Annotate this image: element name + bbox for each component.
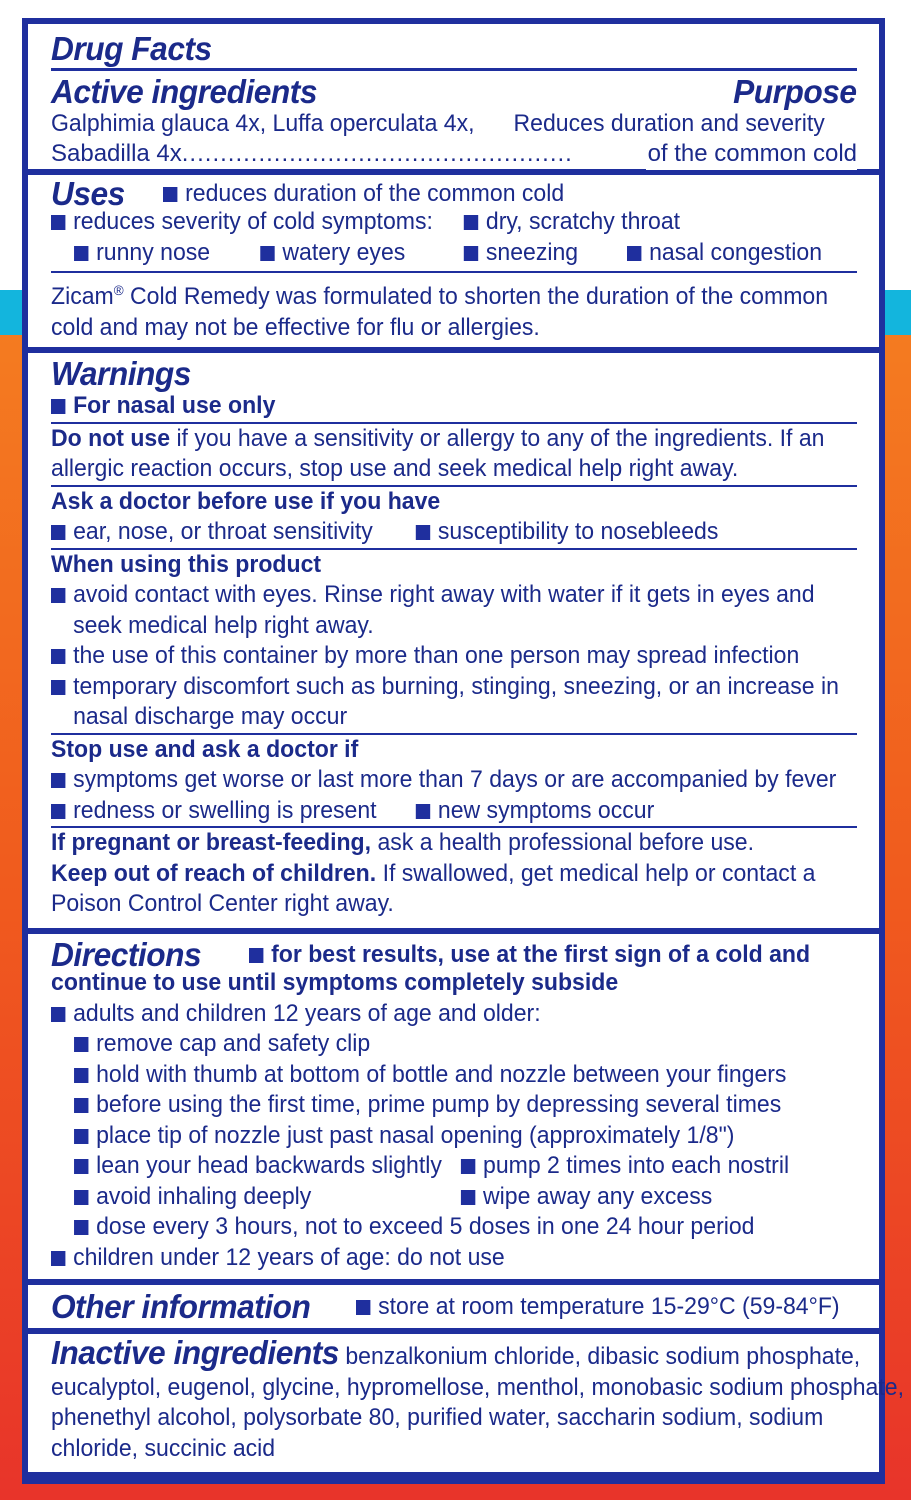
ask-doctor-heading: Ask a doctor before use if you have	[51, 487, 441, 515]
bullet-icon	[51, 588, 65, 603]
uses-item: sneezing	[485, 239, 579, 266]
bullet-icon	[74, 1159, 88, 1174]
do-not-use-label: Do not use	[51, 424, 171, 452]
inactive-ingredients-section	[28, 1334, 904, 1472]
uses-note: cold and may not be effective for flu or allergies.	[51, 313, 540, 341]
bullet-icon	[74, 1129, 88, 1144]
keep-out-text: Poison Control Center right away.	[51, 890, 394, 917]
stop-use-item: symptoms get worse or last more than 7 days or are accompanied by fever	[73, 766, 837, 793]
directions-children: children under 12 years of age: do not use	[73, 1243, 505, 1271]
when-using-item: the use of this container by more than one person may spread infection	[73, 642, 800, 669]
directions-intro: for best results, use at the first sign of a cold and	[271, 941, 811, 968]
directions-step: pump 2 times into each nostril	[483, 1152, 790, 1179]
when-using-heading: When using this product	[51, 550, 322, 578]
bullet-icon	[51, 1007, 65, 1022]
when-using-item: nasal discharge may occur	[73, 703, 348, 730]
bullet-icon	[163, 187, 177, 202]
directions-heading: Directions	[51, 936, 202, 973]
directions-section	[28, 934, 879, 1279]
keep-out-label: Keep out of reach of children.	[51, 859, 377, 887]
bullet-icon	[51, 1251, 65, 1266]
uses-heading: Uses	[51, 175, 125, 212]
bullet-icon	[464, 246, 478, 261]
bullet-icon	[74, 1098, 88, 1113]
pregnant-label: If pregnant or breast-feeding,	[51, 829, 372, 856]
uses-item: nasal congestion	[649, 239, 823, 266]
bullet-icon	[260, 246, 274, 261]
inactive-ingredients-text: phenethyl alcohol, polysorbate 80, purified water, saccharin sodium, sodium	[51, 1404, 824, 1431]
bullet-icon	[51, 773, 65, 788]
directions-step: wipe away any excess	[483, 1182, 713, 1210]
directions-step: before using the first time, prime pump by depressing several times	[96, 1091, 782, 1118]
keep-out-text: If swallowed, get medical help or contact a	[376, 859, 816, 887]
uses-note: Cold Remedy was formulated to shorten the duration of the common	[123, 283, 829, 310]
warnings-heading: Warnings	[51, 355, 191, 392]
registered-mark: ®	[113, 282, 124, 298]
purpose-line1: Reduces duration and severity	[513, 110, 825, 137]
bullet-icon	[51, 525, 65, 540]
bullet-icon	[51, 680, 65, 695]
uses-item: reduces duration of the common cold	[185, 180, 565, 207]
other-information-section	[28, 1285, 879, 1328]
other-information-heading: Other information	[51, 1288, 311, 1325]
stop-use-item: redness or swelling is present	[73, 796, 377, 824]
dot-leader: ...................................................	[181, 140, 573, 167]
inactive-ingredients-heading: Inactive ingredients	[51, 1334, 339, 1371]
directions-intro: continue to use until symptoms completely subside	[51, 969, 619, 996]
uses-item: runny nose	[96, 239, 211, 266]
active-ingredients-heading: Active ingredients	[51, 73, 317, 110]
bullet-icon	[461, 1190, 475, 1205]
directions-step: remove cap and safety clip	[96, 1030, 371, 1057]
uses-item: reduces severity of cold symptoms:	[73, 208, 433, 235]
uses-section	[28, 175, 879, 347]
bullet-icon	[74, 246, 88, 261]
inactive-ingredients-text: chloride, succinic acid	[51, 1434, 276, 1462]
directions-step: hold with thumb at bottom of bottle and nozzle between your fingers	[96, 1060, 787, 1088]
stop-use-item: new symptoms occur	[437, 796, 655, 824]
active-ingredients-line2: Sabadilla 4x	[51, 140, 182, 167]
bullet-icon	[51, 804, 65, 819]
bullet-icon	[627, 246, 641, 261]
bullet-icon	[416, 525, 430, 540]
when-using-item: avoid contact with eyes. Rinse right away with water if it gets in eyes and	[73, 581, 815, 608]
when-using-item: temporary discomfort such as burning, stinging, sneezing, or an increase in	[73, 672, 839, 700]
drug-facts-panel	[22, 18, 904, 1484]
bullet-icon	[51, 399, 65, 414]
purpose-heading: Purpose	[733, 73, 857, 110]
bullet-icon	[356, 1300, 370, 1315]
pregnant-text: ask a health professional before use.	[371, 829, 755, 856]
ask-doctor-item: susceptibility to nosebleeds	[437, 518, 719, 545]
uses-note: Zicam	[51, 283, 114, 310]
other-information-text: store at room temperature 15-29°C (59-84°F)	[378, 1293, 840, 1320]
uses-item: dry, scratchy throat	[485, 208, 681, 235]
bullet-icon	[74, 1068, 88, 1083]
bullet-icon	[74, 1190, 88, 1205]
nasal-use-only: For nasal use only	[73, 392, 276, 419]
when-using-item: seek medical help right away.	[73, 611, 374, 639]
directions-adults: adults and children 12 years of age and older:	[73, 999, 541, 1027]
bullet-icon	[74, 1037, 88, 1052]
stop-use-heading: Stop use and ask a doctor if	[51, 735, 359, 763]
inactive-ingredients-text: eucalyptol, eugenol, glycine, hypromellose, menthol, monobasic sodium phosphate,	[51, 1373, 904, 1401]
directions-step: dose every 3 hours, not to exceed 5 doses in one 24 hour period	[96, 1213, 755, 1240]
drug-facts-title: Drug Facts	[51, 30, 212, 67]
purpose-line2: of the common cold	[646, 139, 857, 170]
bullet-icon	[461, 1159, 475, 1174]
inactive-ingredients-text: benzalkonium chloride, dibasic sodium phosphate,	[338, 1343, 861, 1370]
bullet-icon	[416, 804, 430, 819]
active-ingredients-line1: Galphimia glauca 4x, Luffa operculata 4x,	[51, 110, 475, 137]
warnings-section	[28, 353, 879, 928]
directions-step: place tip of nozzle just past nasal opening (approximately 1/8")	[96, 1121, 735, 1149]
bullet-icon	[464, 215, 478, 230]
directions-step: lean your head backwards slightly	[96, 1152, 442, 1179]
do-not-use-text: allergic reaction occurs, stop use and seek medical help right away.	[51, 455, 739, 482]
ask-doctor-item: ear, nose, or throat sensitivity	[73, 518, 373, 545]
do-not-use-text: if you have a sensitivity or allergy to any of the ingredients. If an	[170, 424, 825, 452]
directions-step: avoid inhaling deeply	[96, 1182, 312, 1210]
bullet-icon	[51, 649, 65, 664]
bullet-icon	[74, 1220, 88, 1235]
active-ingredients-section	[28, 24, 879, 169]
uses-item: watery eyes	[282, 239, 406, 266]
bullet-icon	[249, 948, 263, 963]
bullet-icon	[51, 215, 65, 230]
